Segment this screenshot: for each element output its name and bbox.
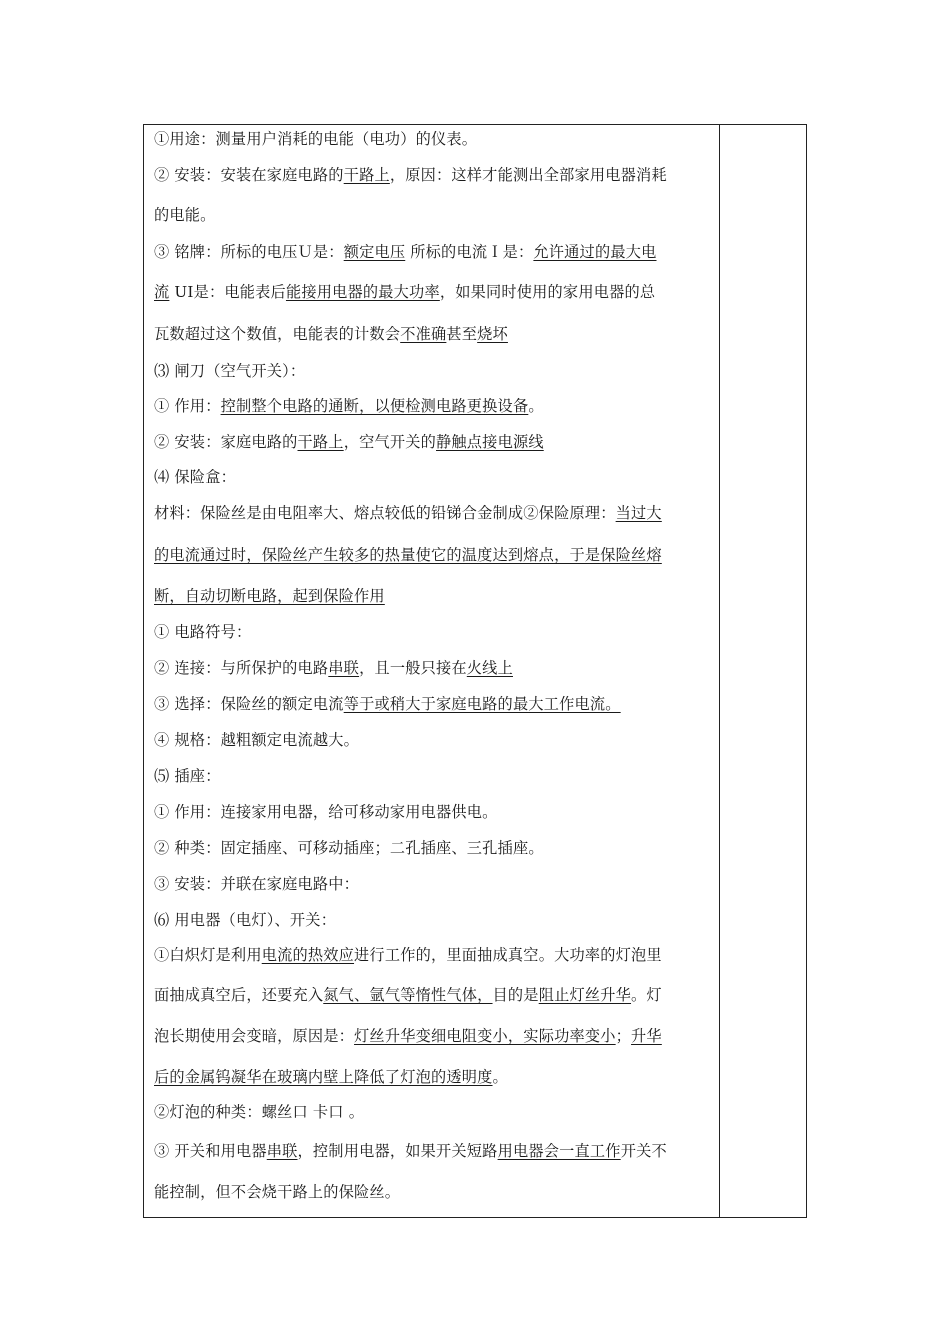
underlined-answer: 电流的热效应	[261, 946, 355, 964]
text-line	[154, 361, 305, 381]
text-line	[154, 802, 498, 822]
text-segment: ，空气开关的	[343, 433, 437, 451]
underlined-answer: 阻止灯丝升华	[538, 986, 632, 1004]
underlined-answer: 不准确	[400, 325, 447, 343]
underlined-answer: 干路上	[297, 433, 344, 451]
text-line	[154, 1141, 667, 1161]
text-segment: 瓦数超过这个数值，电能表的计数会	[154, 325, 401, 343]
text-segment: 面抽成真空后，还要充入	[154, 986, 324, 1004]
text-segment: ① 作用：	[154, 397, 221, 415]
text-segment: ⑹ 用电器（电灯）、开关：	[154, 911, 337, 929]
text-line	[154, 242, 657, 262]
text-line	[154, 945, 662, 965]
text-segment: ③ 铭牌：所标的电压Ｕ是：	[154, 243, 344, 261]
text-line	[154, 324, 508, 344]
text-line	[154, 205, 216, 225]
empty-side-column	[720, 125, 806, 1217]
text-segment: 。	[492, 1068, 508, 1086]
text-line	[154, 432, 544, 452]
text-segment: 泡长期使用会变暗，原因是：	[154, 1027, 355, 1045]
text-segment: 。	[528, 397, 544, 415]
text-line	[154, 694, 621, 714]
underlined-answer: 氮气、氩气等惰性气体，	[323, 986, 493, 1004]
text-line	[154, 1102, 364, 1122]
underlined-answer: 灯丝升华变细电阻变小，实际功率变小	[354, 1027, 616, 1045]
underlined-answer: 控制整个电路的通断，以便检测电路更换设备	[220, 397, 529, 415]
text-segment: ②灯泡的种类：螺丝口 卡口 。	[154, 1103, 365, 1121]
text-segment: 所标的电流Ｉ是：	[405, 243, 534, 261]
underlined-answer: 等于或稍大于家庭电路的最大工作电流。	[343, 695, 621, 713]
text-segment: ② 安装：家庭电路的	[154, 433, 298, 451]
text-line	[154, 1182, 400, 1202]
text-segment: ，原因：这样才能测出全部家用电器消耗	[389, 166, 667, 184]
underlined-answer: 后的金属钨凝华在玻璃内壁上降低了灯泡的透明度	[154, 1068, 493, 1086]
underlined-answer: 断，自动切断电路，起到保险作用	[154, 587, 385, 605]
text-segment: ④ 规格：越粗额定电流越大。	[154, 731, 360, 749]
text-segment: ③ 安装：并联在家庭电路中：	[154, 875, 360, 893]
text-segment: 开关不	[620, 1142, 667, 1160]
text-segment: ② 连接：与所保护的电路	[154, 659, 329, 677]
text-segment: 。灯	[631, 986, 662, 1004]
underlined-answer: 烧坏	[477, 325, 508, 343]
text-segment: ② 种类：固定插座、可移动插座；二孔插座、三孔插座。	[154, 839, 544, 857]
text-segment: 进行工作的，里面抽成真空。大功率的灯泡里	[354, 946, 662, 964]
underlined-answer: 火线上	[466, 659, 513, 677]
text-segment: ①用途：测量用户消耗的电能（电功）的仪表。	[154, 130, 478, 148]
text-line	[154, 503, 662, 523]
underlined-answer: 升华	[631, 1027, 662, 1045]
text-segment: ⑶ 闸刀（空气开关）：	[154, 362, 306, 380]
text-line	[154, 282, 655, 302]
underlined-answer: 的电流通过时，保险丝产生较多的热量使它的温度达到熔点，于是保险丝熔	[154, 546, 662, 564]
text-segment: 材料：保险丝是由电阻率大、熔点较低的铅锑合金制成②保险原理：	[154, 504, 616, 522]
text-line	[154, 730, 359, 750]
text-line	[154, 766, 221, 786]
notes-table	[143, 124, 807, 1218]
text-segment: ，且一般只接在	[359, 659, 467, 677]
text-line	[154, 1067, 508, 1087]
text-segment: ⑷ 保险盒：	[154, 468, 236, 486]
underlined-answer: 额定电压	[343, 243, 406, 261]
underlined-answer: 静触点接电源线	[436, 433, 544, 451]
text-segment: ；	[615, 1027, 632, 1045]
text-segment: ② 安装：安装在家庭电路的	[154, 166, 344, 184]
underlined-answer: 用电器会一直工作	[497, 1142, 621, 1160]
text-line	[154, 985, 662, 1005]
underlined-answer: 干路上	[343, 166, 390, 184]
text-line	[154, 622, 251, 642]
text-line	[154, 129, 477, 149]
underlined-answer: 能接用电器的最大功率	[285, 283, 440, 301]
text-segment: 甚至	[446, 325, 478, 343]
text-segment: ⑸ 插座：	[154, 767, 221, 785]
underlined-answer: 串联	[328, 659, 360, 677]
text-segment: ① 电路符号：	[154, 623, 252, 641]
underlined-answer: 当过大	[615, 504, 662, 522]
text-segment: ① 作用：连接家用电器，给可移动家用电器供电。	[154, 803, 498, 821]
text-segment: 能控制，但不会烧干路上的保险丝。	[154, 1183, 401, 1201]
text-line	[154, 586, 385, 606]
text-line	[154, 467, 236, 487]
underlined-answer: 串联	[266, 1142, 298, 1160]
text-line	[154, 545, 662, 565]
text-segment: UI是：电能表后	[169, 283, 286, 301]
text-segment: ③ 选择：保险丝的额定电流	[154, 695, 344, 713]
text-line	[154, 1026, 662, 1046]
text-segment: ，控制用电器，如果开关短路	[297, 1142, 498, 1160]
underlined-answer: 允许通过的最大电	[533, 243, 657, 261]
text-line	[154, 910, 336, 930]
text-line	[154, 396, 544, 416]
text-line	[154, 165, 667, 185]
text-segment: 目的是	[492, 986, 539, 1004]
text-line	[154, 874, 359, 894]
text-segment: ，如果同时使用的家用电器的总	[439, 283, 656, 301]
text-segment: ③ 开关和用电器	[154, 1142, 267, 1160]
text-line	[154, 838, 544, 858]
text-segment: 的电能。	[154, 206, 216, 224]
text-segment: ①白炽灯是利用	[154, 946, 262, 964]
text-line	[154, 658, 513, 678]
underlined-answer: 流	[154, 283, 170, 301]
